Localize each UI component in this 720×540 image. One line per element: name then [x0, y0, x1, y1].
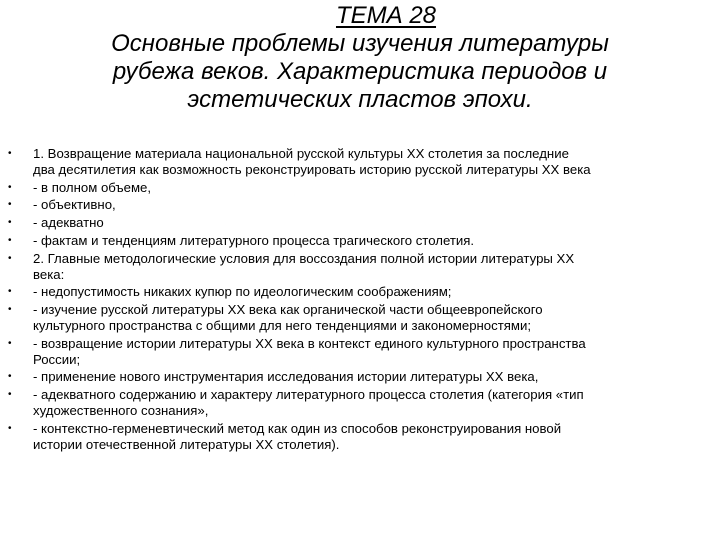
- title-topic-number: ТЕМА 28: [335, 2, 437, 29]
- list-item-text: века:: [33, 266, 65, 282]
- list-item-text: - адекватного содержанию и характеру литературного процесса столетия (категория «тип: [33, 387, 584, 403]
- list-item-text: - недопустимость никаких купюр по идеологическим соображениям;: [33, 284, 452, 300]
- list-item-text: 1. Возвращение материала национальной русской культуры ХХ столетия за последние: [33, 146, 569, 161]
- title-line-3: рубежа веков. Характеристика периодов и: [112, 58, 608, 85]
- list-item: [0, 421, 720, 453]
- bullet-icon: •: [8, 337, 12, 349]
- list-item: [0, 146, 720, 178]
- list-item: [0, 180, 720, 196]
- slide-title: [0, 2, 720, 114]
- list-item: [0, 197, 720, 213]
- list-item-text: культурного пространства с общими для него тенденциями и закономерностями;: [33, 317, 532, 333]
- list-item: [0, 284, 720, 300]
- list-item: [0, 233, 720, 249]
- list-item-text: художественного сознания»,: [33, 402, 209, 418]
- bullet-icon: •: [8, 217, 12, 229]
- bullet-icon: •: [8, 371, 12, 383]
- bullet-icon: •: [8, 422, 12, 434]
- bullet-list: [0, 146, 720, 452]
- bullet-icon: •: [8, 304, 12, 316]
- bullet-icon: •: [8, 389, 12, 401]
- list-item-text: - контекстно-герменевтический метод как один из способов реконструирования новой: [33, 420, 562, 436]
- list-item: [0, 251, 720, 283]
- bullet-icon: •: [8, 148, 12, 159]
- list-item-text: 2. Главные методологические условия для воссоздания полной истории литературы ХХ: [33, 250, 575, 266]
- list-item-text: - фактам и тенденциям литературного процесса трагического столетия.: [33, 232, 475, 248]
- list-item-text: истории отечественной литературы ХХ столетия).: [33, 436, 340, 452]
- bullet-icon: •: [8, 252, 12, 264]
- title-line-4: эстетических пластов эпохи.: [187, 86, 533, 113]
- bullet-icon: •: [8, 181, 12, 193]
- list-item: [0, 369, 720, 385]
- list-item-text: - изучение русской литературы ХХ века как органической части общеевропейского: [33, 302, 543, 318]
- bullet-icon: •: [8, 234, 12, 246]
- bullet-icon: •: [8, 286, 12, 298]
- list-item-text: - возвращение истории литературы ХХ века в контекст единого культурного пространства: [33, 335, 586, 351]
- bullet-icon: •: [8, 199, 12, 211]
- list-item-text: - объективно,: [33, 197, 116, 213]
- list-item: [0, 302, 720, 334]
- list-item-text: два десятилетия как возможность реконструировать историю русской литературы ХХ века: [33, 161, 591, 177]
- list-item: [0, 215, 720, 231]
- list-item: [0, 387, 720, 419]
- list-item-text: - адекватно: [33, 215, 104, 231]
- list-item-text: России;: [33, 351, 81, 367]
- title-line-2: Основные проблемы изучения литературы: [111, 30, 609, 57]
- list-item: [0, 336, 720, 368]
- list-item-text: - применение нового инструментария исследования истории литературы ХХ века,: [33, 369, 539, 385]
- list-item-text: - в полном объеме,: [33, 179, 152, 195]
